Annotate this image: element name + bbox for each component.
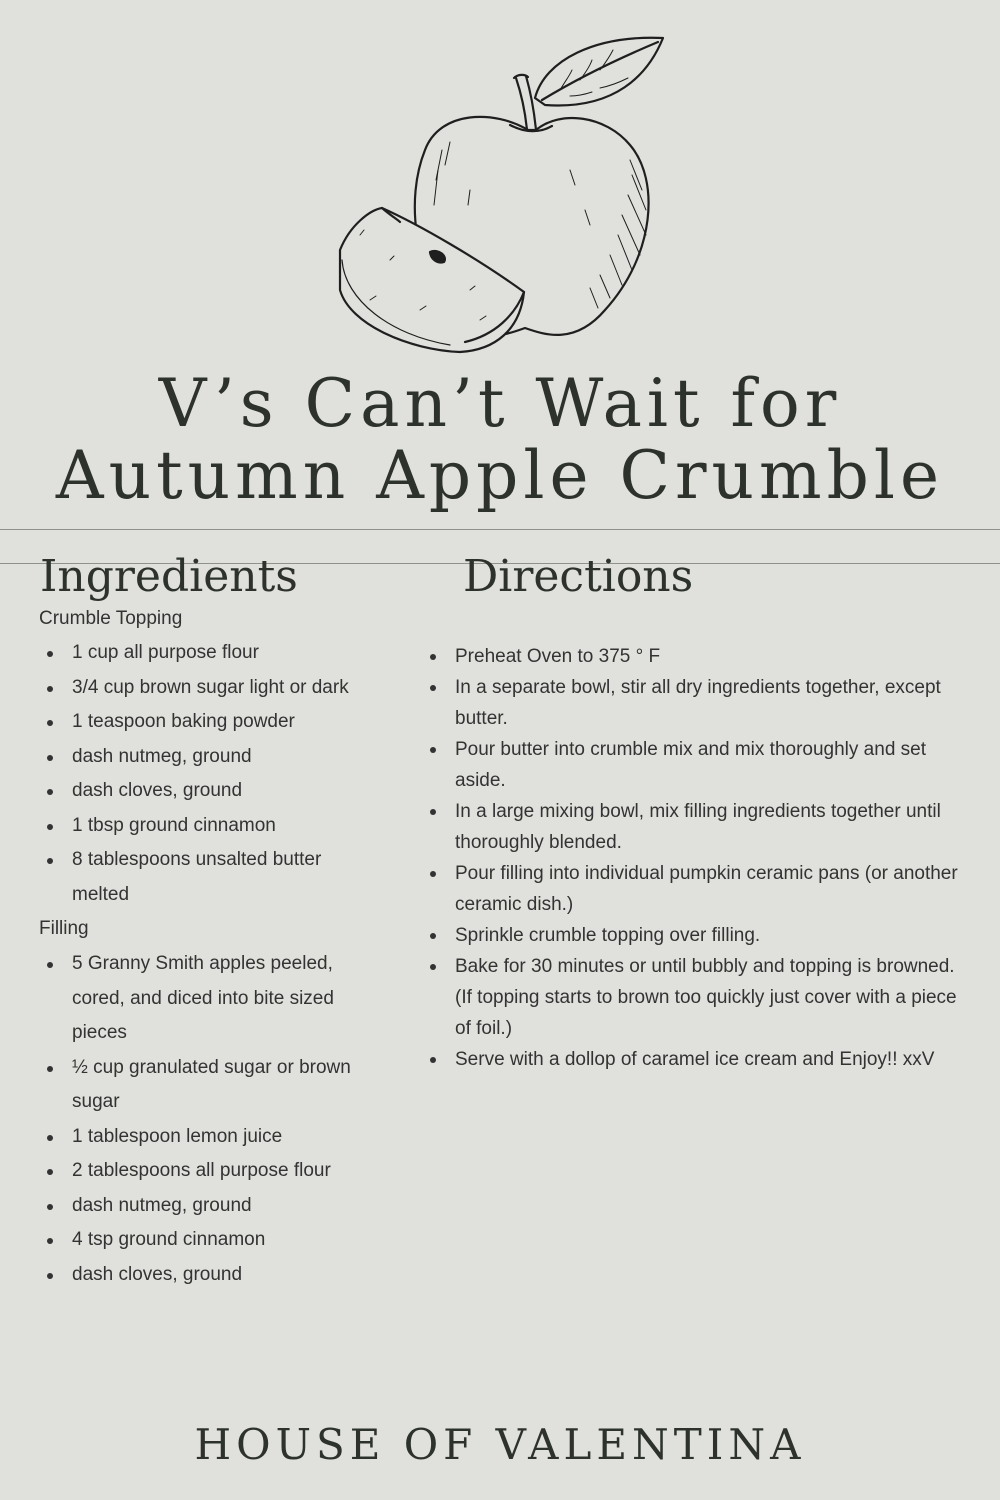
filling-ingredient-list bbox=[39, 947, 399, 1292]
ingredient-item: 8 tablespoons unsalted butter bbox=[39, 843, 399, 878]
crumble-ingredient-list bbox=[39, 636, 399, 912]
directions-heading: Directions bbox=[463, 551, 694, 602]
direction-step: Preheat Oven to 375 ° F bbox=[422, 641, 962, 672]
recipe-title-line-2: Autumn Apple Crumble bbox=[55, 437, 945, 514]
ingredient-item-continued: pieces bbox=[72, 1022, 127, 1043]
ingredient-item: 1 tablespoon lemon juice bbox=[39, 1120, 399, 1155]
ingredient-item: 1 tbsp ground cinnamon bbox=[39, 809, 399, 844]
direction-step: Pour filling into individual pumpkin ceramic pans (or another ceramic dish.) bbox=[422, 858, 962, 920]
crumble-topping-label: Crumble Topping bbox=[39, 608, 183, 629]
divider-top bbox=[0, 529, 1000, 530]
ingredient-item: 1 cup all purpose flour bbox=[39, 636, 399, 671]
recipe-title-line-1: V’s Can’t Wait for bbox=[158, 365, 842, 442]
ingredient-item: dash nutmeg, ground bbox=[39, 1189, 399, 1224]
direction-step: In a large mixing bowl, mix filling ingredients together until thoroughly blended. bbox=[422, 796, 962, 858]
direction-step: Bake for 30 minutes or until bubbly and topping is browned. (If topping starts to brown too quickly just cover with a piece of foil.) bbox=[422, 951, 962, 1044]
ingredient-item-continued: melted bbox=[72, 883, 130, 905]
ingredient-item: ½ cup granulated sugar or brown bbox=[39, 1051, 399, 1086]
direction-step: Pour butter into crumble mix and mix thoroughly and set aside. bbox=[422, 734, 962, 796]
ingredient-item-continued: cored, and diced into bite sized bbox=[72, 987, 334, 1009]
ingredients-heading: Ingredients bbox=[40, 551, 298, 602]
direction-step: Sprinkle crumble topping over filling. bbox=[422, 920, 962, 951]
brand-footer: HOUSE OF VALENTINA bbox=[194, 1420, 806, 1469]
ingredient-item: 5 Granny Smith apples peeled, bbox=[39, 947, 399, 982]
ingredient-item: dash cloves, ground bbox=[39, 1258, 399, 1293]
direction-step: In a separate bowl, stir all dry ingredients together, except butter. bbox=[422, 672, 962, 734]
ingredient-item: 4 tsp ground cinnamon bbox=[39, 1223, 399, 1258]
ingredient-item-continued: sugar bbox=[72, 1091, 120, 1112]
directions-list bbox=[422, 641, 962, 1075]
ingredient-item: dash cloves, ground bbox=[39, 774, 399, 809]
direction-step: Serve with a dollop of caramel ice cream and Enjoy!! xxV bbox=[422, 1044, 962, 1075]
apple-illustration bbox=[330, 30, 670, 370]
ingredient-item: dash nutmeg, ground bbox=[39, 740, 399, 775]
ingredient-item: 1 teaspoon baking powder bbox=[39, 705, 399, 740]
recipe-title bbox=[0, 365, 1000, 514]
filling-label: Filling bbox=[39, 918, 89, 939]
ingredient-item: 3/4 cup brown sugar light or dark bbox=[39, 671, 399, 706]
ingredient-item: 2 tablespoons all purpose flour bbox=[39, 1154, 399, 1189]
